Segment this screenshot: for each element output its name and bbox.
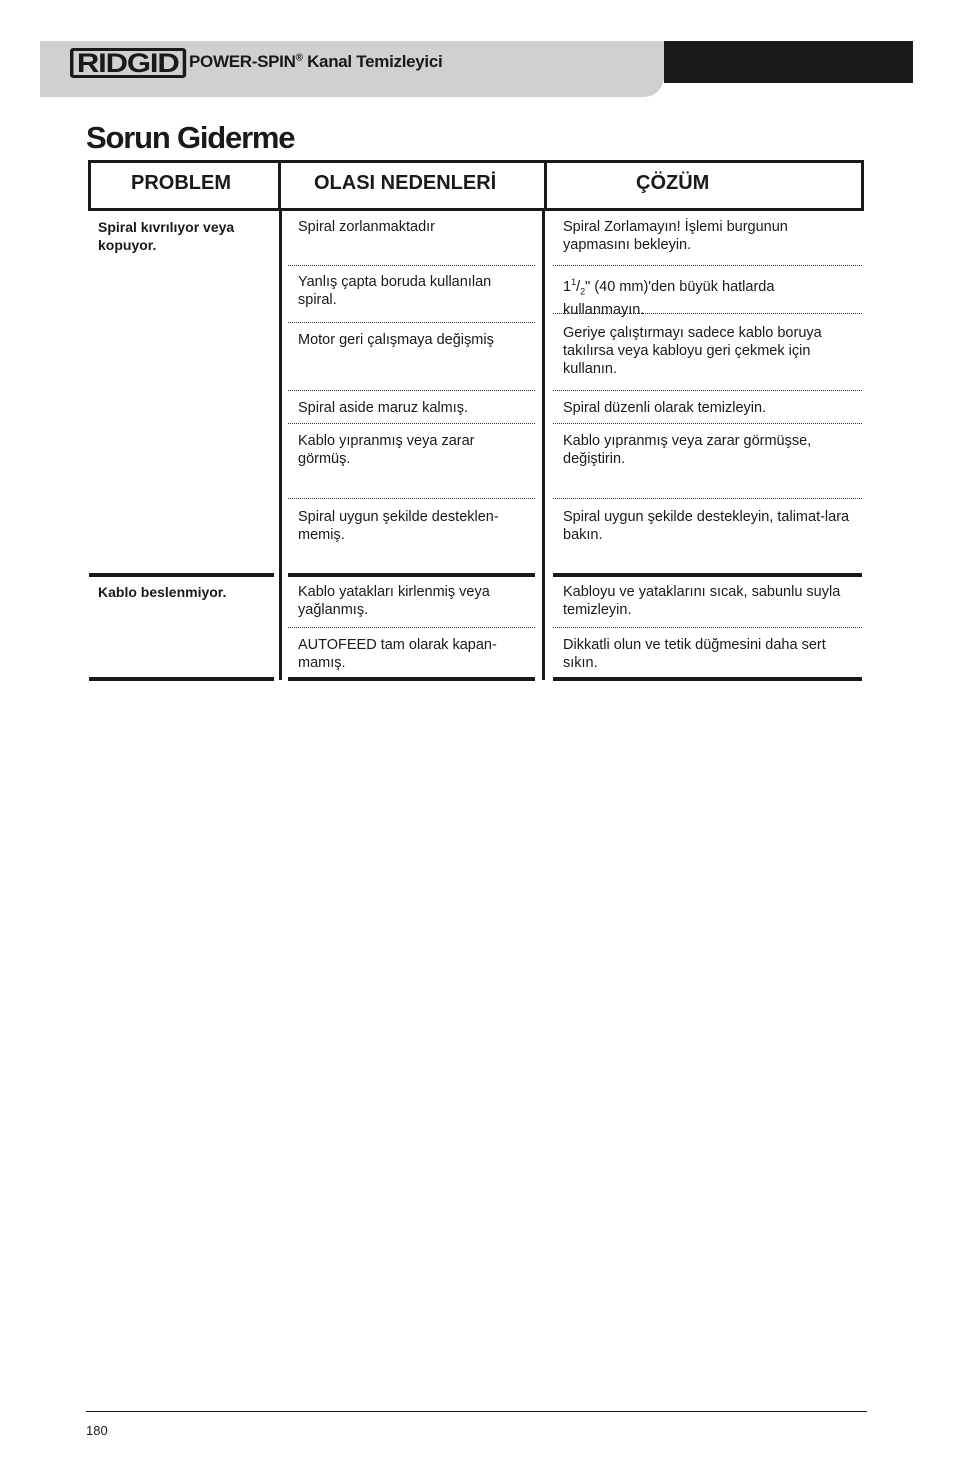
row-divider [553, 423, 862, 424]
cause-cell: Kablo yatakları kirlenmiş veya yağlanmış. [298, 584, 490, 618]
column-header-causes: OLASI NEDENLERİ [314, 172, 497, 194]
problem-cell: Kablo beslenmiyor. [98, 584, 227, 600]
row-divider [553, 265, 862, 266]
table-bottom-border [89, 677, 274, 681]
row-divider [553, 498, 862, 499]
cause-cell: Motor geri çalışmaya değişmiş [298, 332, 494, 348]
row-divider [288, 423, 535, 424]
table-header [88, 160, 864, 211]
problem-cell: Spiral kıvrılıyor veya kopuyor. [98, 219, 235, 253]
cause-cell: Spiral zorlanmaktadır [298, 219, 435, 235]
product-suffix: Kanal Temizleyici [302, 52, 443, 71]
solution-cell: Spiral uygun şekilde destekleyin, talimat-lara bakın. [563, 509, 850, 543]
row-divider [288, 498, 535, 499]
column-divider [278, 163, 281, 208]
row-divider [553, 313, 862, 314]
solution-cell [563, 273, 853, 319]
solution-cell: Kabloyu ve yataklarını sıcak, sabunlu suyla temizleyin. [563, 584, 841, 618]
brand-name: RIDGID [70, 48, 186, 78]
solution-text: " (40 mm)'den büyük hatlarda kullanmayın. [563, 278, 775, 318]
cause-cell: Yanlış çapta boruda kullanılan spiral. [298, 274, 492, 308]
fraction-numerator: 1 [571, 277, 577, 287]
fraction-slash: / [576, 278, 581, 295]
column-line-right [542, 211, 545, 680]
solution-cell: Kablo yıpranmış veya zarar görmüşse, değiştirin. [563, 433, 812, 467]
product-registered-mark: ® [295, 52, 303, 64]
solution-cell: Geriye çalıştırmayı sadece kablo boruya takılırsa veya kabloyu geri çekmek için kullanın. [563, 325, 822, 377]
group-separator [288, 573, 535, 577]
row-divider [288, 390, 535, 391]
row-divider [288, 265, 535, 266]
row-divider [288, 322, 535, 323]
column-header-solution: ÇÖZÜM [636, 172, 710, 194]
table-bottom-border [553, 677, 862, 681]
cause-cell: Kablo yıpranmış veya zarar görmüş. [298, 433, 475, 467]
solution-cell: Spiral Zorlamayın! İşlemi burgunun yapmasını bekleyin. [563, 219, 788, 253]
product-name: POWER-SPIN [189, 52, 296, 71]
ridgid-logo [70, 48, 179, 78]
cause-cell: Spiral aside maruz kalmış. [298, 400, 469, 416]
fraction-whole: 1 [563, 278, 572, 295]
row-divider [553, 627, 862, 628]
column-line-left [279, 211, 282, 680]
row-divider [288, 627, 535, 628]
column-header-problem: PROBLEM [131, 172, 231, 194]
header-black-block [664, 41, 913, 83]
row-divider [553, 390, 862, 391]
group-separator [89, 573, 274, 577]
page-title: Sorun Giderme [86, 120, 295, 155]
fraction-denominator: 2 [580, 286, 586, 297]
group-separator [553, 573, 862, 577]
table-bottom-border [288, 677, 535, 681]
column-divider [544, 163, 547, 208]
product-title [189, 52, 442, 72]
solution-cell: Dikkatli olun ve tetik düğmesini daha sert sıkın. [563, 637, 826, 671]
solution-cell: Spiral düzenli olarak temizleyin. [563, 400, 767, 416]
cause-cell: Spiral uygun şekilde desteklen-memiş. [298, 509, 499, 543]
page-number: 180 [86, 1423, 108, 1438]
footer-rule [86, 1411, 867, 1412]
cause-cell: AUTOFEED tam olarak kapan-mamış. [298, 637, 497, 671]
